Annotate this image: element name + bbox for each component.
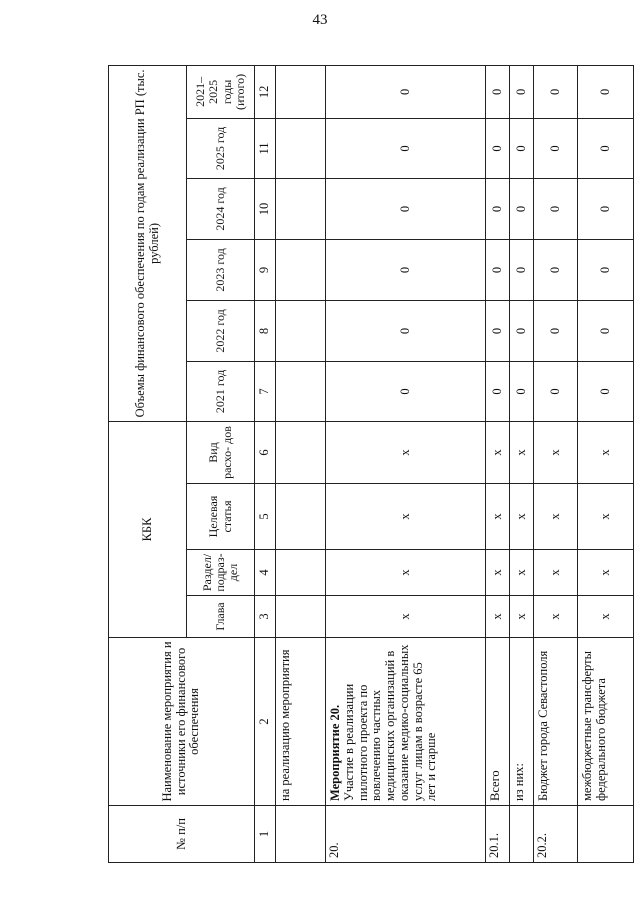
rotated-table-wrapper [108, 66, 612, 863]
value-cell: 0 [326, 361, 486, 421]
value-cell: 0 [510, 178, 534, 239]
kbk-cell: х [326, 484, 486, 550]
row-num: 20.1. [486, 806, 510, 863]
page-number: 43 [312, 12, 328, 28]
kbk-cell: х [510, 596, 534, 638]
value-cell: 0 [510, 361, 534, 421]
value-cell: 0 [486, 65, 510, 118]
kbk-cell: х [578, 484, 634, 550]
value-cell: 0 [534, 300, 578, 361]
kbk-cell: х [326, 421, 486, 483]
kbk-cell: х [326, 550, 486, 596]
kbk-cell: х [578, 550, 634, 596]
header-year-2024: 2024 год [187, 178, 255, 239]
col-index: 11 [255, 118, 276, 178]
row-num [578, 806, 634, 863]
value-cell: 0 [326, 178, 486, 239]
kbk-cell: х [326, 596, 486, 638]
table-row [578, 65, 634, 862]
column-index-row [255, 65, 276, 862]
kbk-cell: х [578, 596, 634, 638]
table-row [534, 65, 578, 862]
row-num: 20. [326, 806, 486, 863]
row-num: 20.2. [534, 806, 578, 863]
table-row [486, 65, 510, 862]
header-kbk: КБК [109, 421, 187, 637]
funding-table [108, 65, 634, 863]
kbk-cell [276, 550, 326, 596]
header-year-2022: 2022 год [187, 300, 255, 361]
value-cell: 0 [486, 178, 510, 239]
row-name: межбюджетные трансферты федерального бюджета [578, 638, 634, 806]
value-cell: 0 [534, 361, 578, 421]
table-row [276, 65, 326, 862]
value-cell: 0 [486, 361, 510, 421]
kbk-cell: х [486, 484, 510, 550]
col-index: 12 [255, 65, 276, 118]
table-row [326, 65, 486, 862]
value-cell: 0 [578, 178, 634, 239]
row-name: Всего [486, 638, 510, 806]
kbk-cell: х [510, 484, 534, 550]
value-cell: 0 [326, 300, 486, 361]
value-cell [276, 178, 326, 239]
value-cell: 0 [326, 118, 486, 178]
kbk-cell: х [510, 550, 534, 596]
value-cell: 0 [486, 239, 510, 300]
kbk-cell: х [534, 484, 578, 550]
header-volumes: Объемы финансового обеспечения по годам реализации РП (тыс. рублей) [109, 65, 187, 421]
kbk-cell [276, 596, 326, 638]
header-kbk-chapter: Глава [187, 596, 255, 638]
row-name: Бюджет города Севастополя [534, 638, 578, 806]
value-cell [276, 361, 326, 421]
value-cell [276, 118, 326, 178]
row-num [276, 806, 326, 863]
col-index: 10 [255, 178, 276, 239]
value-cell: 0 [510, 239, 534, 300]
header-kbk-target: Целевая статья [187, 484, 255, 550]
value-cell: 0 [578, 300, 634, 361]
value-cell: 0 [510, 65, 534, 118]
kbk-cell: х [486, 550, 510, 596]
kbk-cell: х [510, 421, 534, 483]
value-cell [276, 300, 326, 361]
value-cell: 0 [578, 361, 634, 421]
header-year-total: 2021– 2025 годы (итого) [187, 65, 255, 118]
col-index: 6 [255, 421, 276, 483]
value-cell: 0 [486, 118, 510, 178]
row-name-bold: Мероприятие 20. [328, 704, 342, 801]
value-cell: 0 [326, 239, 486, 300]
kbk-cell: х [534, 550, 578, 596]
header-year-2021: 2021 год [187, 361, 255, 421]
row-name-text: Участие в реализации пилотного проекта по вовлечению частных медицинских организаций в оказание медико-социальных услуг лицам в возрасте 65 лет и старше [341, 644, 439, 801]
col-index: 3 [255, 596, 276, 638]
kbk-cell: х [486, 596, 510, 638]
kbk-cell: х [486, 421, 510, 483]
value-cell: 0 [486, 300, 510, 361]
header-kbk-section: Раздел/ подраз- дел [187, 550, 255, 596]
header-year-2025: 2025 год [187, 118, 255, 178]
value-cell: 0 [510, 118, 534, 178]
col-index: 2 [255, 638, 276, 806]
value-cell: 0 [534, 65, 578, 118]
value-cell: 0 [534, 178, 578, 239]
col-index: 4 [255, 550, 276, 596]
col-index: 8 [255, 300, 276, 361]
row-name: из них: [510, 638, 534, 806]
value-cell: 0 [534, 118, 578, 178]
kbk-cell [276, 421, 326, 483]
table-region [108, 66, 612, 863]
header-name: Наименование мероприятия и источники его финансового обеспечения [109, 638, 255, 806]
col-index: 9 [255, 239, 276, 300]
value-cell [276, 65, 326, 118]
header-year-2023: 2023 год [187, 239, 255, 300]
header-num: № п/п [109, 806, 255, 863]
kbk-cell: х [534, 596, 578, 638]
value-cell: 0 [326, 65, 486, 118]
col-index: 7 [255, 361, 276, 421]
row-name: на реализацию мероприятия [276, 638, 326, 806]
table-row [510, 65, 534, 862]
row-num [510, 806, 534, 863]
value-cell [276, 239, 326, 300]
value-cell: 0 [578, 239, 634, 300]
header-kbk-type: Вид расхо- дов [187, 421, 255, 483]
row-name [326, 638, 486, 806]
kbk-cell: х [578, 421, 634, 483]
kbk-cell [276, 484, 326, 550]
value-cell: 0 [534, 239, 578, 300]
col-index: 5 [255, 484, 276, 550]
value-cell: 0 [510, 300, 534, 361]
header-row-1 [109, 65, 187, 862]
value-cell: 0 [578, 118, 634, 178]
col-index: 1 [255, 806, 276, 863]
kbk-cell: х [534, 421, 578, 483]
value-cell: 0 [578, 65, 634, 118]
